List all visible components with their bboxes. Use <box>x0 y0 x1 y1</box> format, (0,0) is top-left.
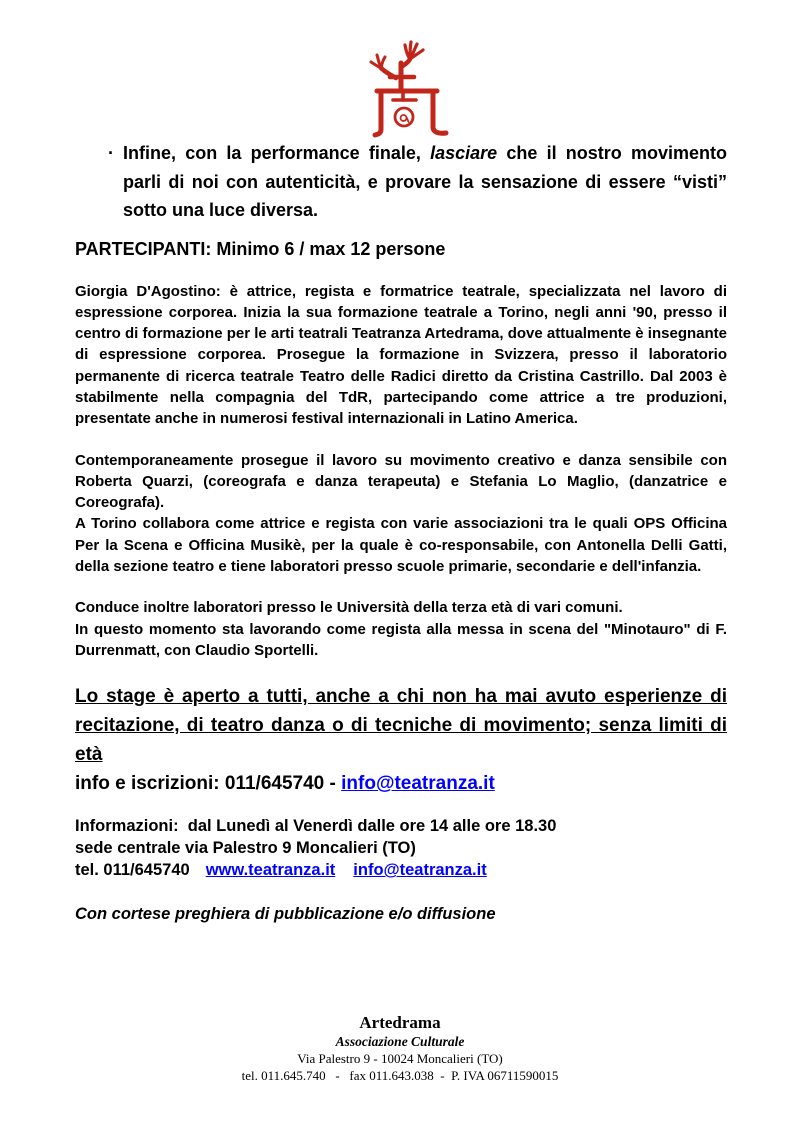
participants-heading: PARTECIPANTI: Minimo 6 / max 12 persone <box>75 238 446 259</box>
contact-address-line: sede centrale via Palestro 9 Moncalieri (TO) <box>75 839 416 858</box>
biography-section <box>75 281 727 662</box>
intro-text-emphasis: lasciare <box>430 143 498 163</box>
logo-row <box>75 34 727 138</box>
contact-email-link[interactable]: info@teatranza.it <box>353 861 487 880</box>
footer-org-type: Associazione Culturale <box>335 1034 465 1049</box>
footer-address: Via Palestro 9 - 10024 Moncalieri (TO) <box>297 1051 503 1066</box>
bullet-marker: · <box>108 143 114 163</box>
bio-paragraph-1: Giorgia D'Agostino: è attrice, regista e formatrice teatrale, specializzata nel lavoro di espressione corporea. Inizia la sua formazione teatrale a Torino, negli anni '90, presso il centro di formazione per le arti teatrali Teatranza Artedrama, dove attualmente è insegnante di espressione corporea. Prosegue la formazione in Svizzera, presso il laboratorio permanente di ricerca teatrale Teatro delle Radici diretto da Cristina Castrillo. Dal 2003 è stabilmente nella compagnia del TdR, partecipando come attrice a tre produzioni, presentate anche in numerosi festival internazionali in Latino America. <box>75 282 727 428</box>
bio-paragraph-3: A Torino collabora come attrice e regista con varie associazioni tra le quali OPS Officina Per la Scena e Officina Musikè, per la quale è co-responsabile, con Antonella Delli Gatti, della sezione teatro e tiene laboratori presso scuole primarie, secondarie e dell'infanzia. <box>75 515 727 576</box>
contact-tel-line <box>75 859 727 881</box>
intro-text-post: che il nostro movimento parli di noi con autenticità, e provare la sensazione di essere “visti” sotto una luce diversa. <box>123 143 727 220</box>
stage-open-headline: Lo stage è aperto a tutti, anche a chi non ha mai avuto esperienze di recitazione, di teatro danza o di tecniche di movimento; senza limiti di età <box>75 686 727 766</box>
contact-block <box>75 815 727 881</box>
bio-paragraph-2: Contemporaneamente prosegue il lavoro su movimento creativo e danza sensibile con Roberta Quarzi, (coreografa e danza terapeuta) e Stefania Lo Maglio, (danzatrice e Coreografa). <box>75 451 727 512</box>
bio-paragraph-4: Conduce inoltre laboratori presso le Università della terza età di vari comuni. <box>75 599 623 617</box>
stage-info-line <box>75 769 727 798</box>
intro-text-pre: Infine, con la performance finale, <box>123 143 431 163</box>
footer-contacts: tel. 011.645.740 - fax 011.643.038 - P. IVA 06711590015 <box>241 1068 559 1083</box>
contact-hours-line: Informazioni: dal Lunedì al Venerdì dalle ore 14 alle ore 18.30 <box>75 817 557 836</box>
intro-text <box>123 139 727 225</box>
website-link[interactable]: www.teatranza.it <box>205 861 336 880</box>
bio-paragraph-5: In questo momento sta lavorando come regista alla messa in scena del "Minotauro" di F. Durrenmatt, con Claudio Sportelli. <box>75 620 727 659</box>
contact-tel-label: tel. 011/645740 <box>75 861 190 880</box>
footer-org-name: Artedrama <box>359 1013 441 1032</box>
footer <box>0 1012 800 1084</box>
courtesy-note: Con cortese preghiera di pubblicazione e/o diffusione <box>75 905 496 924</box>
artedrama-pictograph-logo-icon <box>365 34 460 140</box>
stage-info-label: info e iscrizioni: 011/645740 - <box>75 773 342 795</box>
intro-paragraph <box>75 139 727 225</box>
stage-email-link[interactable]: info@teatranza.it <box>341 773 495 795</box>
